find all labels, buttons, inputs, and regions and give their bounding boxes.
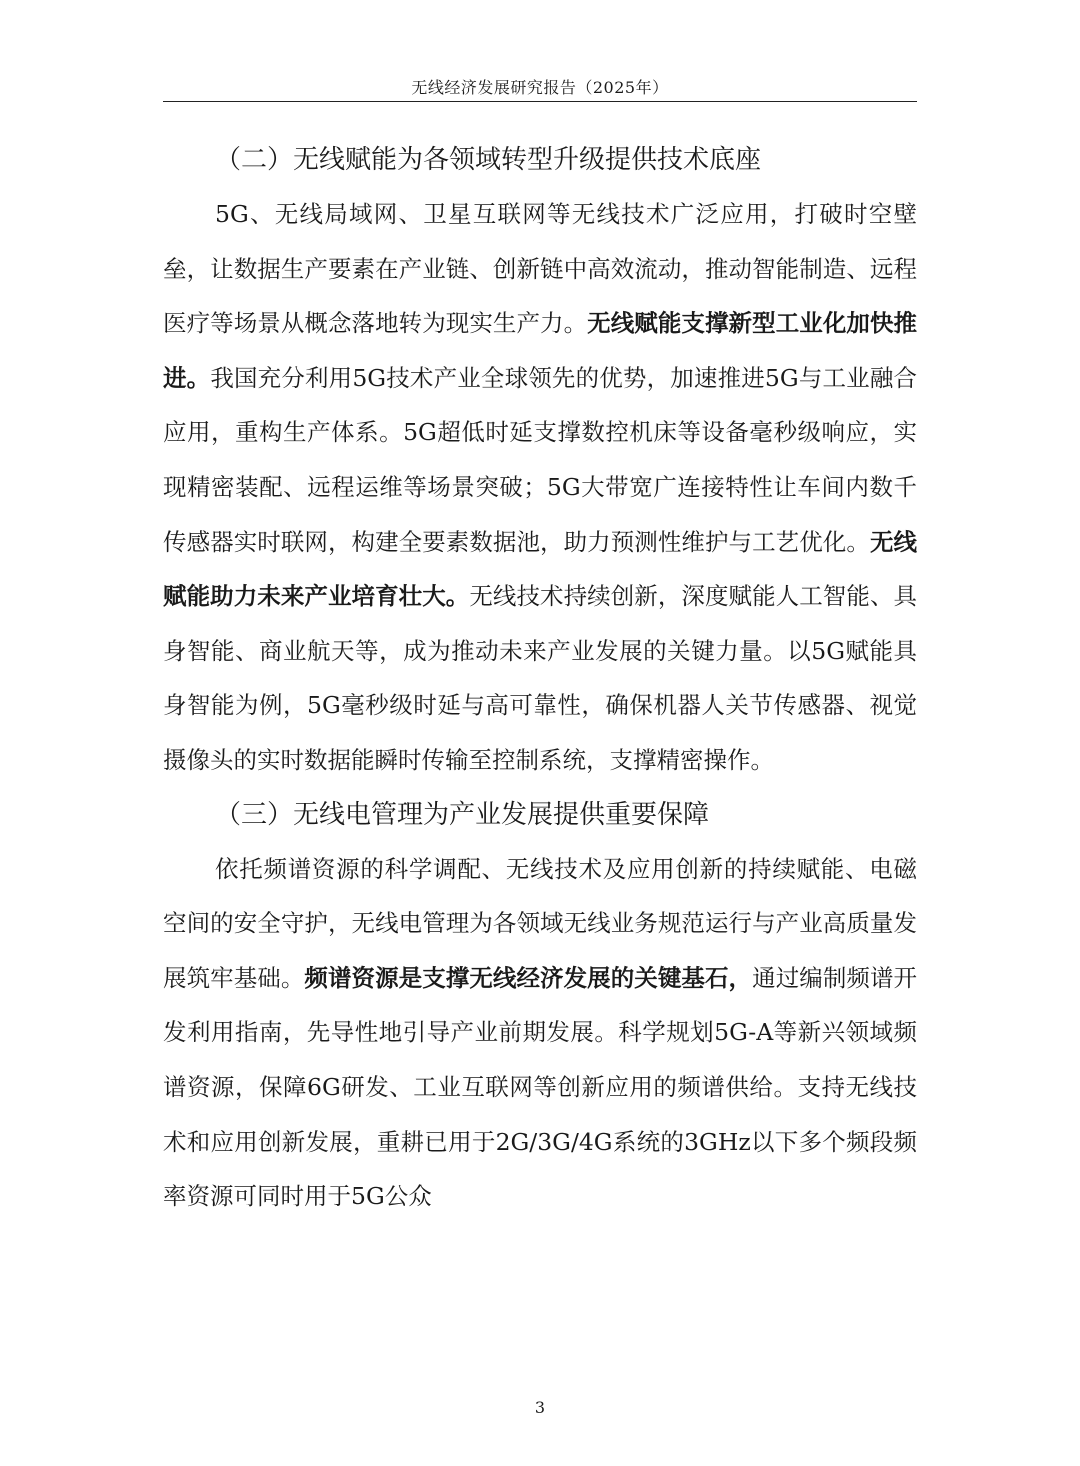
bold-lead-sentence: 无线赋能助力未来产业培育壮大。 xyxy=(163,527,918,611)
page-number: 3 xyxy=(534,1398,546,1417)
section-heading-3: （三）无线电管理为产业发展提供重要保障 xyxy=(215,799,710,830)
paragraph-text: 无线技术持续创新，深度赋能人工智能、具身智能、商业航天等，成为推动未来产业发展的关键力量。以5G赋能具身智能为例，5G毫秒级时延与高可靠性，确保机器人关节传感器、视觉摄像头的实时数据能瞬时传输至控制系统，支撑精密操作。 xyxy=(163,582,918,774)
section-3-paragraph xyxy=(163,842,917,1224)
section-2-paragraph xyxy=(163,187,917,788)
header-rule xyxy=(163,101,917,102)
section-heading-2: （二）无线赋能为各领域转型升级提供技术底座 xyxy=(215,145,762,175)
page-body xyxy=(163,133,917,1224)
paragraph-text: 我国充分利用5G技术产业全球领先的优势，加速推进5G与工业融合应用，重构生产体系。5G超低时延支撑数控机床等设备毫秒级响应，实现精密装配、远程运维等场景突破；5G大带宽广连接特性让车间内数千传感器实时联网，构建全要素数据池，助力预测性维护与工艺优化。 xyxy=(163,363,918,556)
bold-lead-sentence: 频谱资源是支撑无线经济发展的关键基石， xyxy=(304,963,753,992)
paragraph-text: 通过编制频谱开发利用指南，先导性地引导产业前期发展。科学规划5G-A等新兴领域频谱资源，保障6G研发、工业互联网等创新应用的频谱供给。支持无线技术和应用创新发展，重耕已用于2G/3G/4G系统的3GHz以下多个频段频率资源可同时用于5G公众 xyxy=(163,963,918,1211)
running-header: 无线经济发展研究报告（2025年） xyxy=(411,78,669,97)
paragraph-text: 5G、无线局域网、卫星互联网等无线技术广泛应用，打破时空壁垒，让数据生产要素在产业链、创新链中高效流动，推动智能制造、远程医疗等场景从概念落地转为现实生产力。 xyxy=(163,200,917,338)
paragraph-text: 依托频谱资源的科学调配、无线技术及应用创新的持续赋能、电磁空间的安全守护，无线电管理为各领域无线业务规范运行与产业高质量发展筑牢基础。 xyxy=(163,854,917,992)
bold-lead-sentence: 无线赋能支撑新型工业化加快推进。 xyxy=(163,309,918,392)
